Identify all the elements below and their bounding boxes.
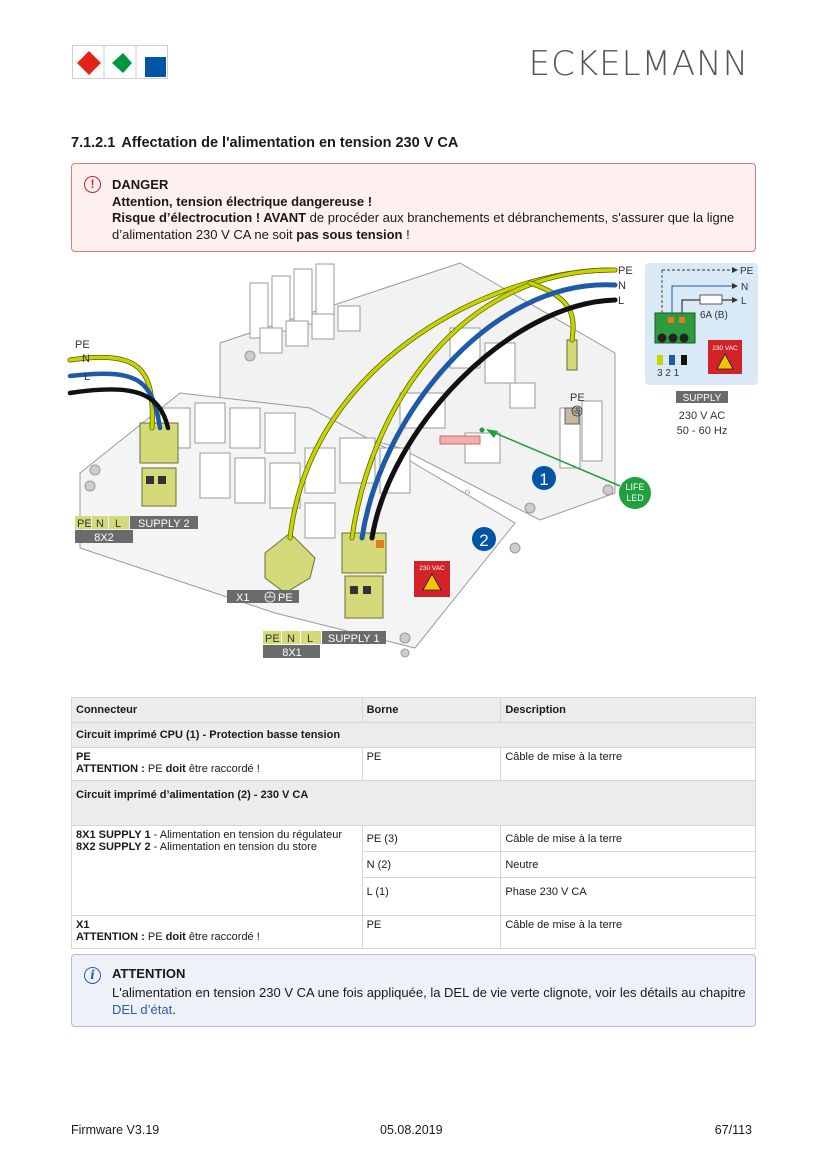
terminal-numbers: 3 2 1 (657, 368, 680, 379)
supply1-l: L (307, 633, 314, 645)
section-heading: Affectation de l'alimentation en tension 230 V CA (121, 135, 459, 151)
row-borne-l: L (1) (362, 878, 501, 916)
supply-label: SUPPLY (682, 393, 722, 404)
supply2-pe: PE (77, 518, 92, 530)
danger-box (71, 163, 756, 252)
row-pe-att: ATTENTION : (76, 763, 145, 775)
supply1-name: SUPPLY 1 (328, 633, 380, 645)
connector-8x1 (342, 533, 386, 618)
supply-voltage: 230 V AC (678, 410, 726, 422)
row-pe-desc: Câble de mise à la terre (501, 748, 756, 781)
hv-badge-text: 230 VAC (419, 565, 445, 572)
supply2-l: L (115, 518, 122, 530)
group-power: Circuit imprimé d’alimentation (2) - 230 V CA (72, 781, 756, 826)
row-s2-bold: 8X2 SUPPLY 2 (76, 841, 151, 853)
danger-heading: DANGER (112, 177, 169, 192)
info-icon: i (84, 967, 101, 984)
x1-name: X1 (236, 592, 250, 604)
supply1-label (263, 631, 386, 659)
schematic-pe: PE (740, 266, 754, 277)
footer-page: 67/113 (714, 1123, 752, 1137)
connector-table (71, 697, 756, 949)
danger-lead: Risque d’électrocution ! AVANT (112, 210, 307, 225)
row-desc-pe: Câble de mise à la terre (501, 826, 756, 852)
wire-label-l-right: L (618, 295, 625, 307)
brand-name: ECKELMANN (528, 44, 749, 84)
supply-frequency: 50 - 60 Hz (676, 425, 728, 437)
row-s1-text: - Alimentation en tension du régulateur (150, 829, 343, 841)
wire-label-pe-left: PE (75, 339, 90, 351)
schematic-badge: 230 VAC (712, 345, 738, 352)
marker-2-label: 2 (479, 531, 489, 550)
danger-text (112, 209, 747, 243)
supply1-n: N (287, 633, 295, 645)
section-title (71, 135, 458, 151)
danger-end: ! (402, 227, 410, 242)
section-number: 7.1.2.1 (71, 135, 116, 151)
table-row (72, 748, 363, 781)
table-row (72, 916, 363, 949)
supply-schematic (645, 263, 758, 437)
x1-label (227, 590, 299, 604)
attention-box (71, 954, 756, 1027)
row-x1-att-bold: doit (165, 931, 186, 943)
row-x1-desc: Câble de mise à la terre (501, 916, 756, 949)
row-x1-att-post: être raccordé ! (185, 931, 260, 943)
row-pe-borne: PE (362, 748, 501, 781)
row-s2-text: - Alimentation en tension du store (150, 841, 317, 853)
wire-label-l-left: L (84, 371, 91, 383)
schematic-l: L (741, 296, 747, 307)
wire-label-pe-right: PE (618, 265, 633, 277)
marker-1-label: 1 (539, 470, 549, 489)
danger-subheading: Attention, tension électrique dangereuse ! (112, 194, 373, 209)
row-pe-att-post: être raccordé ! (185, 763, 260, 775)
attention-end: . (172, 1002, 176, 1017)
supply1-code: 8X1 (282, 647, 302, 659)
table-row (72, 826, 363, 916)
del-etat-link[interactable]: DEL d’état (112, 1002, 173, 1017)
attention-body: L'alimentation en tension 230 V CA une fois appliquée, la DEL de vie verte clignote, voir les détails au chapitre (112, 985, 746, 1000)
group-cpu: Circuit imprimé CPU (1) - Protection basse tension (72, 723, 756, 748)
supply2-name: SUPPLY 2 (138, 518, 190, 530)
row-s1-bold: 8X1 SUPPLY 1 (76, 829, 151, 841)
x1-pe: PE (278, 592, 293, 604)
life-led-line2: LED (626, 493, 644, 503)
wire-label-n-right: N (618, 280, 626, 292)
row-x1-name: X1 (76, 919, 90, 931)
footer-firmware: Firmware V3.19 (71, 1123, 160, 1137)
row-desc-l: Phase 230 V CA (501, 878, 756, 916)
row-desc-n: Neutre (501, 852, 756, 878)
life-led-line1: LIFE (625, 482, 645, 492)
row-borne-pe: PE (3) (362, 826, 501, 852)
wire-label-n-left: N (82, 353, 90, 365)
wiring-diagram (60, 258, 770, 678)
row-pe-name: PE (76, 751, 91, 763)
pe-mark-label: PE (570, 392, 585, 404)
supply2-n: N (96, 518, 104, 530)
exclamation-icon: ! (84, 176, 101, 193)
footer-date: 05.08.2019 (380, 1123, 443, 1137)
fuse-rating: 6A (B) (700, 310, 728, 321)
eckelmann-logo (72, 45, 168, 79)
header-borne: Borne (362, 698, 501, 723)
schematic-n: N (741, 282, 749, 293)
row-borne-n: N (2) (362, 852, 501, 878)
row-x1-att-pre: PE (144, 931, 166, 943)
supply1-pe: PE (265, 633, 280, 645)
row-pe-att-bold: doit (165, 763, 186, 775)
row-pe-att-pre: PE (144, 763, 166, 775)
attention-text (112, 984, 747, 1018)
row-x1-att: ATTENTION : (76, 931, 145, 943)
header-description: Description (501, 698, 756, 723)
header-connecteur: Connecteur (72, 698, 363, 723)
attention-heading: ATTENTION (112, 966, 186, 981)
danger-emph: pas sous tension (296, 227, 403, 242)
danger-body: de procéder aux branchements et débranchements, s'assurer que la ligne d’alimentation 230 V CA ne soit (112, 210, 735, 242)
row-x1-borne: PE (362, 916, 501, 949)
supply2-code: 8X2 (94, 532, 114, 544)
